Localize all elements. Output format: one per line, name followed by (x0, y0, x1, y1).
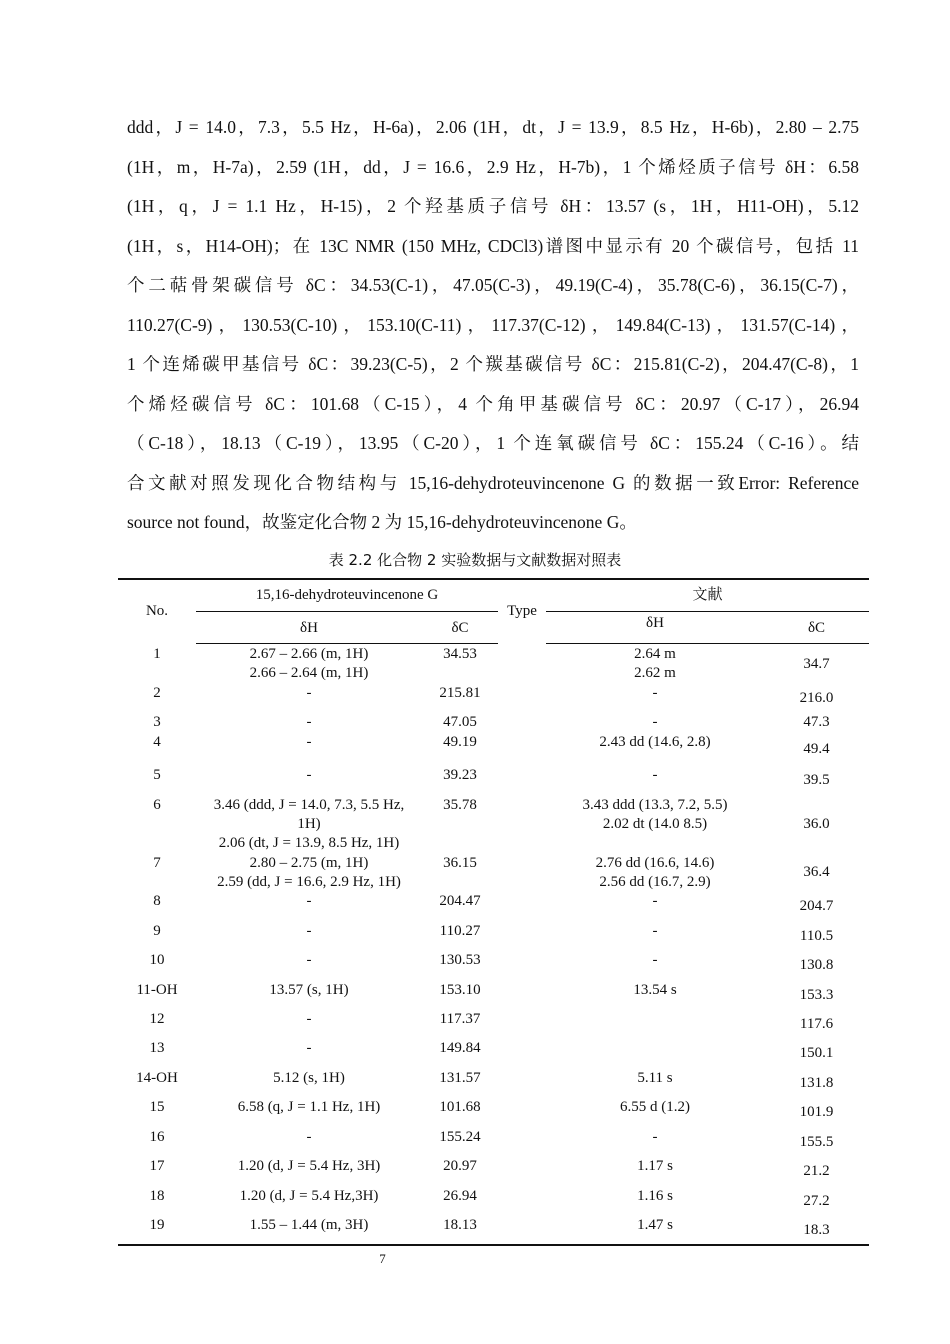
cell-dH (196, 684, 422, 703)
paragraph-line: 个二萜骨架碳信号 δC：34.53(C-1)，47.05(C-3)，49.19(C-4)，35.78(C-6)，36.15(C-7)， (127, 275, 859, 295)
cell-lit-dC: 36.0 (803, 816, 830, 832)
cell-lit-dC: 21.2 (803, 1163, 830, 1179)
paragraph-line: (1H，m，H-7a)，2.59 (1H，dd，J = 16.6，2.9 Hz，H-7b)，1 个烯烃质子信号 δH：6.58 (127, 156, 859, 177)
cell-dH-line: - (306, 952, 312, 968)
cell-dH-line: - (306, 923, 312, 939)
cell-dH-line: 2.67 – 2.66 (m, 1H) (249, 646, 369, 662)
paragraph-line: (1H，s，H14-OH)；在 13C NMR (150 MHz, CDCl3)谱图中显示有 20 个碳信号，包括 11 (127, 235, 859, 256)
cell-dC: 204.47 (439, 893, 481, 909)
cell-dC: 26.94 (443, 1188, 477, 1204)
cell-lit-dH (546, 892, 764, 911)
cell-dH-line: 1.20 (d, J = 5.4 Hz,3H) (239, 1188, 379, 1204)
header-compound: 15,16-dehydroteuvincenone G (255, 587, 439, 603)
cell-lit-dH-line: - (652, 1129, 658, 1145)
cell-dC: 215.81 (439, 685, 481, 701)
cell-dH-line: 2.80 – 2.75 (m, 1H) (249, 855, 369, 871)
cell-lit-dH (546, 1157, 764, 1176)
cell-dH-line: - (306, 1011, 312, 1027)
cell-lit-dH-line: 6.55 d (1.2) (620, 1099, 690, 1115)
cell-lit-dH (546, 645, 764, 683)
cell-lit-dC: 49.4 (803, 741, 830, 757)
header-lit-dC: δC (807, 620, 826, 636)
cell-dH (196, 713, 422, 732)
cell-lit-dH (546, 922, 764, 941)
paragraph-line: 110.27(C-9)，130.53(C-10)，153.10(C-11)，117.37(C-12)，149.84(C-13)，131.57(C-14)， (127, 314, 859, 335)
cell-no: 15 (149, 1099, 165, 1115)
cell-dC: 130.53 (439, 952, 481, 968)
cell-lit-dH (546, 1216, 764, 1235)
cell-lit-dH (546, 733, 764, 752)
cell-lit-dC: 155.5 (799, 1134, 834, 1150)
cell-lit-dH (546, 1128, 764, 1147)
cell-no: 5 (153, 767, 161, 783)
cell-lit-dH-line: 2.43 dd (14.6, 2.8) (599, 734, 711, 750)
cell-dH-line: - (306, 893, 312, 909)
cell-lit-dH-line: 1.47 s (637, 1217, 673, 1233)
header-type: Type (507, 603, 537, 619)
cell-lit-dC: 204.7 (799, 898, 834, 914)
cell-dH (196, 854, 422, 892)
cell-no: 8 (153, 893, 161, 909)
cell-dH (196, 981, 422, 1000)
cell-lit-dC: 27.2 (803, 1193, 830, 1209)
cell-dH-line: 5.12 (s, 1H) (273, 1070, 345, 1086)
cell-dC: 20.97 (443, 1158, 477, 1174)
cell-dH-line: - (306, 734, 312, 750)
cell-lit-dH-line: - (652, 714, 658, 730)
cell-dH (196, 766, 422, 785)
cell-dH-line: 2.66 – 2.64 (m, 1H) (249, 665, 369, 681)
cell-lit-dH (546, 951, 764, 970)
cell-dH-line: 2.59 (dd, J = 16.6, 2.9 Hz, 1H) (217, 874, 401, 890)
cell-no: 7 (153, 855, 161, 871)
cell-dH (196, 733, 422, 752)
paragraph-line: ddd，J = 14.0，7.3，5.5 Hz，H-6a)，2.06 (1H，dt，J = 13.9，8.5 Hz，H-6b)，2.80 – 2.75 (127, 117, 859, 137)
cell-lit-dH-line: - (652, 767, 658, 783)
cell-lit-dH (546, 684, 764, 703)
paragraph-line: (1H，q，J = 1.1 Hz，H-15)，2 个羟基质子信号 δH：13.57 (s，1H，H11-OH)，5.12 (127, 196, 859, 216)
cell-dC: 110.27 (439, 923, 481, 939)
cell-lit-dC: 34.7 (803, 656, 830, 672)
cell-dH (196, 951, 422, 970)
cell-dH-line: - (306, 767, 312, 783)
cell-dC: 149.84 (439, 1040, 481, 1056)
cell-lit-dH (546, 1098, 764, 1117)
cell-dH-line: 3.46 (ddd, J = 14.0, 7.3, 5.5 Hz, (213, 797, 405, 813)
compound-header-rule (196, 611, 498, 612)
header-lit-dH: δH (646, 615, 664, 631)
cell-dH-line: - (306, 1040, 312, 1056)
cell-lit-dH (546, 766, 764, 785)
cell-lit-dH (546, 981, 764, 1000)
cell-lit-dH (546, 1187, 764, 1206)
cell-lit-dC: 131.8 (799, 1075, 834, 1091)
cell-dC: 34.53 (443, 646, 477, 662)
cell-lit-dH (546, 796, 764, 834)
cell-dH (196, 1039, 422, 1058)
header-dH: δH (300, 620, 318, 636)
cell-lit-dC: 39.5 (803, 772, 830, 788)
cell-lit-dH-line: - (652, 923, 658, 939)
cell-lit-dC: 153.3 (799, 987, 834, 1003)
cell-no: 13 (149, 1040, 165, 1056)
cell-dH-line: - (306, 714, 312, 730)
cell-dH (196, 645, 422, 683)
cell-lit-dC: 36.4 (803, 864, 830, 880)
header-literature: 文献 (692, 587, 723, 603)
cell-dC: 117.37 (439, 1011, 481, 1027)
cell-dH (196, 922, 422, 941)
table-top-rule (118, 578, 869, 580)
cell-no: 3 (153, 714, 161, 730)
paragraph-line: 个烯烃碳信号 δC：101.68（C-15），4 个角甲基碳信号 δC：20.97（C-17），26.94 (127, 393, 859, 414)
cell-dH (196, 1216, 422, 1235)
paragraph-line: 合文献对照发现化合物结构与 15,16-dehydroteuvincenone G 的数据一致Error: Reference (127, 472, 859, 493)
cell-dH (196, 892, 422, 911)
cell-lit-dH-line: 2.56 dd (16.7, 2.9) (599, 874, 711, 890)
cell-lit-dH-line: 1.17 s (637, 1158, 673, 1174)
cell-lit-dH-line: 2.64 m (634, 646, 676, 662)
cell-lit-dH (546, 713, 764, 732)
compound-subheader-rule (196, 643, 498, 644)
literature-subheader-rule (546, 643, 869, 644)
cell-lit-dC: 110.5 (799, 928, 834, 944)
cell-dC: 35.78 (443, 797, 477, 813)
cell-dH (196, 1187, 422, 1206)
cell-lit-dC: 130.8 (799, 957, 834, 973)
cell-dC: 155.24 (439, 1129, 481, 1145)
cell-dC: 47.05 (443, 714, 477, 730)
cell-lit-dH-line: 5.11 s (637, 1070, 673, 1086)
cell-dC: 18.13 (443, 1217, 477, 1233)
header-dC: δC (451, 620, 469, 636)
cell-no: 9 (153, 923, 161, 939)
cell-lit-dC: 47.3 (803, 714, 830, 730)
cell-dH-line: 13.57 (s, 1H) (269, 982, 349, 998)
cell-no: 1 (153, 646, 161, 662)
cell-dH (196, 1157, 422, 1176)
cell-lit-dH (546, 1069, 764, 1088)
cell-dC: 49.19 (443, 734, 477, 750)
cell-no: 11-OH (136, 982, 178, 998)
cell-dH (196, 796, 422, 853)
cell-no: 4 (153, 734, 161, 750)
cell-no: 6 (153, 797, 161, 813)
cell-lit-dC: 101.9 (799, 1104, 834, 1120)
cell-dC: 36.15 (443, 855, 477, 871)
header-no: No. (145, 603, 169, 619)
cell-dH (196, 1128, 422, 1147)
cell-lit-dH-line: 2.76 dd (16.6, 14.6) (595, 855, 715, 871)
cell-lit-dH-line: 3.43 ddd (13.3, 7.2, 5.5) (582, 797, 728, 813)
cell-dC: 101.68 (439, 1099, 481, 1115)
cell-lit-dC: 150.1 (799, 1045, 834, 1061)
cell-dH-line: 1H) (297, 816, 321, 832)
cell-lit-dC: 18.3 (803, 1222, 830, 1238)
cell-dH-line: - (306, 685, 312, 701)
cell-lit-dH-line: 13.54 s (633, 982, 677, 998)
paragraph-line: （C-18），18.13（C-19），13.95（C-20），1 个连氧碳信号 δC：155.24（C-16）。结 (127, 433, 859, 453)
cell-lit-dH-line: - (652, 893, 658, 909)
cell-lit-dH-line: 2.02 dt (14.0 8.5) (602, 816, 708, 832)
page-number: 7 (379, 1251, 386, 1266)
cell-dC: 153.10 (439, 982, 481, 998)
cell-no: 17 (149, 1158, 165, 1174)
cell-no: 2 (153, 685, 161, 701)
cell-lit-dH-line: 1.16 s (637, 1188, 673, 1204)
cell-dH-line: 1.20 (d, J = 5.4 Hz, 3H) (237, 1158, 381, 1174)
cell-lit-dC: 216.0 (799, 690, 834, 706)
cell-no: 19 (149, 1217, 165, 1233)
table-bottom-rule (118, 1244, 869, 1246)
cell-dC: 39.23 (443, 767, 477, 783)
cell-no: 18 (149, 1188, 165, 1204)
cell-lit-dH-line: - (652, 685, 658, 701)
literature-header-rule (546, 611, 869, 612)
cell-no: 16 (149, 1129, 165, 1145)
cell-no: 14-OH (136, 1070, 178, 1086)
cell-dH (196, 1010, 422, 1029)
cell-dH (196, 1098, 422, 1117)
body-paragraph (127, 108, 859, 543)
cell-lit-dH-line: 2.62 m (634, 665, 676, 681)
paragraph-line: 1 个连烯碳甲基信号 δC：39.23(C-5)，2 个羰基碳信号 δC：215.81(C-2)，204.47(C-8)，1 (127, 354, 859, 374)
cell-lit-dH-line: - (652, 952, 658, 968)
paragraph-line: source not found，故鉴定化合物 2 为 15,16-dehydroteuvincenone G。 (127, 512, 637, 532)
cell-dH-line: - (306, 1129, 312, 1145)
cell-lit-dC: 117.6 (799, 1016, 834, 1032)
table-caption: 表 2.2 化合物 2 实验数据与文献数据对照表 (328, 551, 622, 569)
cell-no: 10 (149, 952, 165, 968)
cell-dH (196, 1069, 422, 1088)
cell-dC: 131.57 (439, 1070, 481, 1086)
cell-dH-line: 2.06 (dt, J = 13.9, 8.5 Hz, 1H) (218, 835, 400, 851)
cell-dH-line: 6.58 (q, J = 1.1 Hz, 1H) (237, 1099, 381, 1115)
cell-no: 12 (149, 1011, 165, 1027)
cell-lit-dH (546, 854, 764, 892)
cell-dH-line: 1.55 – 1.44 (m, 3H) (249, 1217, 369, 1233)
